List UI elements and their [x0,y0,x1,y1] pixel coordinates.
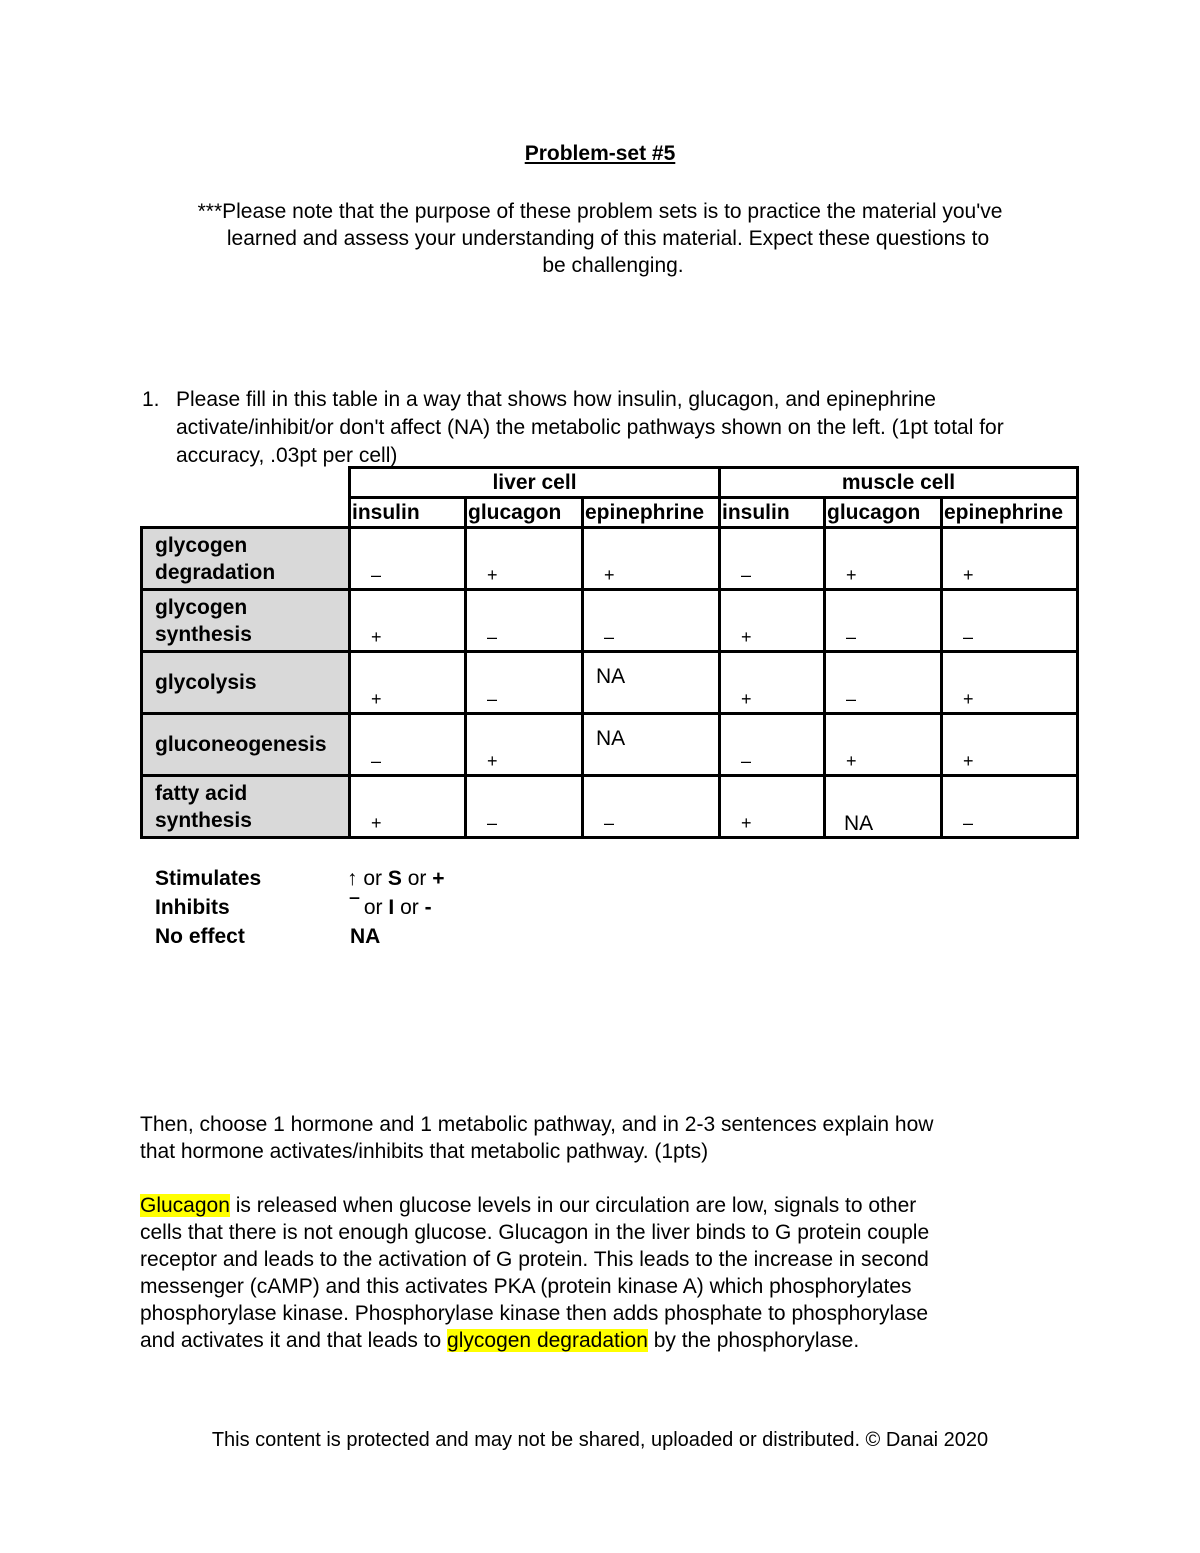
table-row [142,652,1078,714]
up-arrow-icon: ↑ [347,867,358,890]
pathway-label: glycogen degradation [142,528,350,590]
note-line-2: learned and assess your understanding of this material. Expect these questions to [226,227,990,250]
note-line-3: be challenging. [542,254,684,277]
column-header: insulin [350,498,466,528]
legend-inh-symbols: ‾ or I or - [351,896,432,919]
cell-value: + [487,565,498,585]
cell-value: – [487,813,498,833]
legend [155,864,445,951]
table-cell [942,528,1078,590]
down-bar-icon: ‾ [351,896,358,919]
table-row [142,528,1078,590]
table-cell [350,652,466,714]
legend-row-noeffect [155,922,381,951]
table-cell [583,714,720,776]
table-cell [942,714,1078,776]
table-row [142,714,1078,776]
table-cell [583,776,720,838]
cell-value: – [963,627,974,647]
table-cell [466,714,583,776]
legend-label-stimulates: Stimulates [155,867,262,890]
cell-value: – [741,565,752,585]
cell-value: + [963,751,974,771]
cell-value: NA [844,812,874,835]
table-cell [720,776,825,838]
cell-value: – [963,813,974,833]
table-cell [825,590,942,652]
group-header-liver: liver cell [350,468,720,498]
table-cell [942,590,1078,652]
table-cell [350,776,466,838]
table-cell [942,652,1078,714]
table-cell [825,652,942,714]
answer-paragraph: Glucagon is released when glucose levels in our circulation are low, signals to other cells that there is not enough glucose. Glucagon in the liver binds to G protein couple receptor and leads to the activation of G protein. This leads to the increase in second messenger (cAMP) and this activates PKA (protein kinase A) which phosphorylates phosphorylase kinase. Phosphorylase kinase then adds phosphate to phosphorylase and activates it and that leads to glycogen degradation by the phosphorylase. [140,1194,930,1352]
cell-value: – [604,813,615,833]
table-cell [825,714,942,776]
highlight-glycogen-degradation: glycogen degradation [447,1329,648,1352]
table-cell [825,528,942,590]
page-title: Problem-set #5 [524,142,676,165]
table-cell [720,652,825,714]
table-cell [466,590,583,652]
table-cell [466,528,583,590]
legend-stim-symbols: ↑ or S or + [347,867,445,890]
column-header: glucagon [825,498,942,528]
table-cell [583,590,720,652]
table-cell [466,652,583,714]
table-row [142,590,1078,652]
highlight-glucagon: Glucagon [140,1194,230,1217]
corner-blank [142,498,350,528]
intro-note [0,198,1200,279]
column-header: glucagon [466,498,583,528]
question-text: Please fill in this table in a way that shows how insulin, glucagon, and epinephrine activate/inhibit/or don't affect (NA) the metabolic pathways shown on the left. (1pt total for accuracy, .03pt per cell) [176,388,1004,467]
cell-value: + [741,627,752,647]
group-header-muscle: muscle cell [720,468,1078,498]
table-cell [466,776,583,838]
cell-value: – [487,627,498,647]
question-number: 1. [142,388,160,411]
cell-value: + [741,813,752,833]
table-cell [720,714,825,776]
cell-value: – [846,627,857,647]
column-header: epinephrine [942,498,1078,528]
cell-value: + [371,689,382,709]
legend-label-noeffect: No effect [155,925,245,948]
column-header: epinephrine [583,498,720,528]
cell-value: + [741,689,752,709]
pathway-label: fatty acid synthesis [142,776,350,838]
legend-row-stimulates [155,864,445,893]
pathway-label: glycogen synthesis [142,590,350,652]
table-cell [350,528,466,590]
table-cell [825,776,942,838]
hormone-pathway-table [140,466,1079,839]
cell-value: + [604,565,615,585]
cell-value: + [487,751,498,771]
table-cell [583,652,720,714]
legend-row-inhibits [155,893,432,922]
question-2 [140,1111,1040,1165]
pathway-label: glycolysis [142,652,350,714]
question-2-line-2: that hormone activates/inhibits that metabolic pathway. (1pts) [140,1140,709,1163]
cell-value: NA [596,727,626,750]
legend-noeffect-value: NA [350,925,381,948]
table-row [142,776,1078,838]
cell-value: + [963,689,974,709]
table-cell [942,776,1078,838]
table-cell [350,714,466,776]
table-cell [720,590,825,652]
column-header: insulin [720,498,825,528]
cell-value: – [741,751,752,771]
pathway-label: gluconeogenesis [142,714,350,776]
cell-value: + [371,627,382,647]
legend-label-inhibits: Inhibits [155,896,230,919]
cell-value: – [371,751,382,771]
cell-value: – [371,565,382,585]
cell-value: – [846,689,857,709]
copyright-footer: This content is protected and may not be shared, uploaded or distributed. © Danai 2020 [211,1429,989,1451]
cell-value: + [846,751,857,771]
cell-value: + [371,813,382,833]
cell-value: + [963,565,974,585]
table-cell [720,528,825,590]
cell-value: – [604,627,615,647]
table-cell [350,590,466,652]
note-line-1: ***Please note that the purpose of these problem sets is to practice the material you've [197,200,1003,223]
question-2-line-1: Then, choose 1 hormone and 1 metabolic pathway, and in 2-3 sentences explain how [140,1113,934,1136]
table-cell [583,528,720,590]
cell-value: NA [596,665,626,688]
corner-blank [142,468,350,498]
cell-value: + [846,565,857,585]
cell-value: – [487,689,498,709]
